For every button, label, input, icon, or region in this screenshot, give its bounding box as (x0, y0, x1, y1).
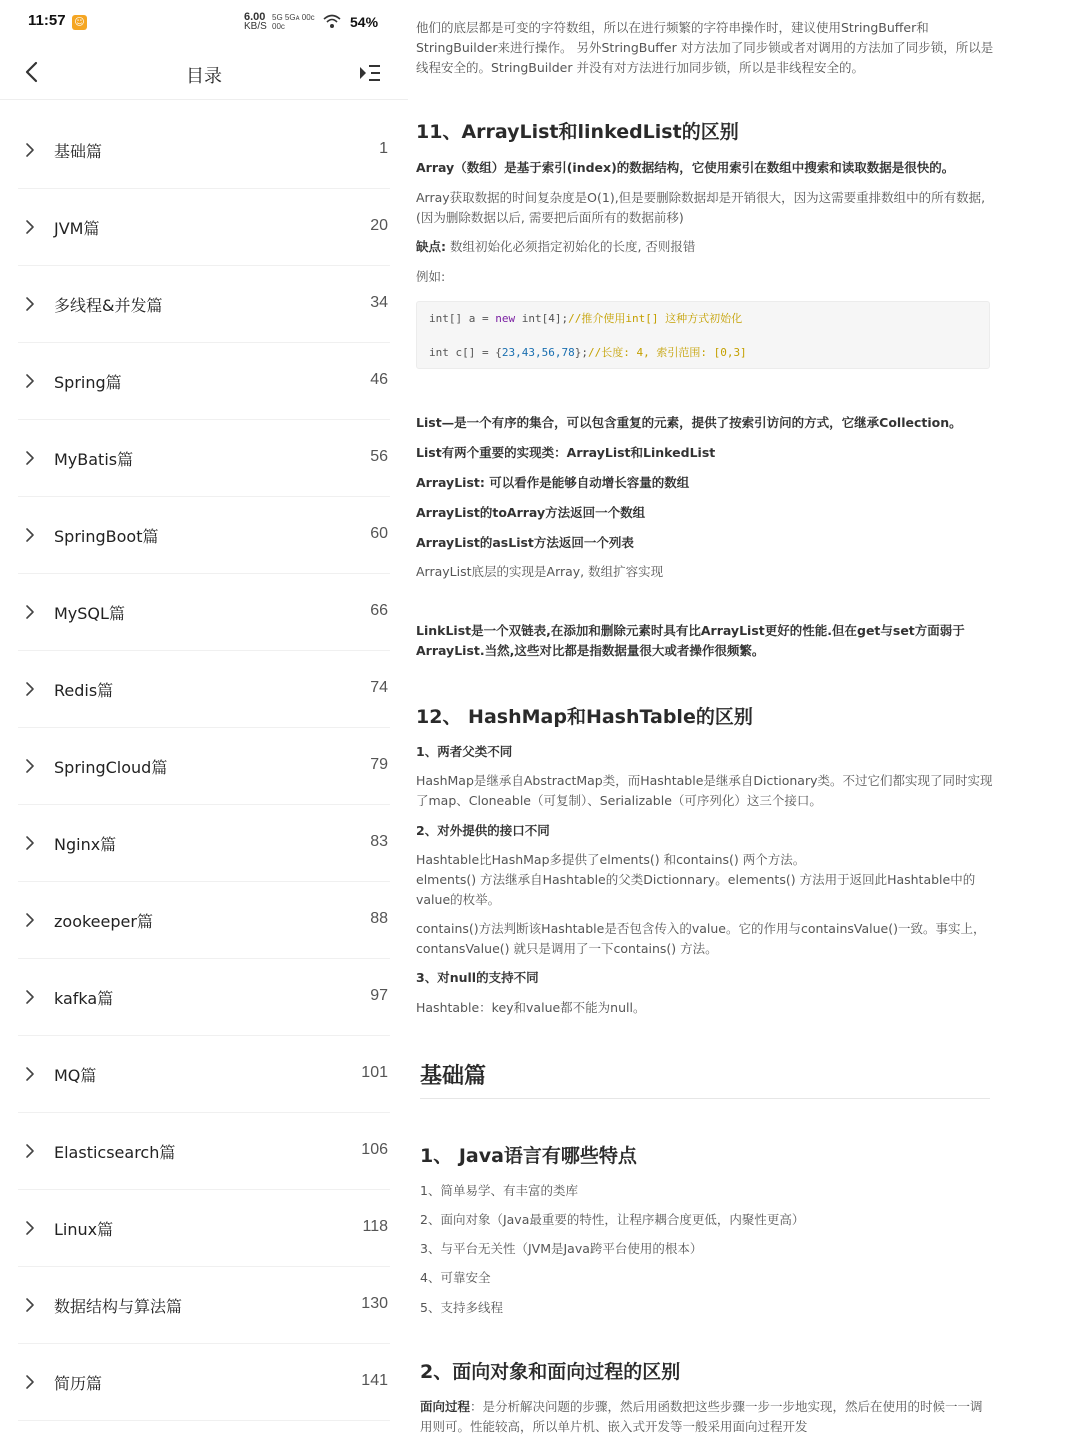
toc-item-label: MySQL篇 (54, 604, 125, 623)
section-2-p5: contansValue() 就只是调用了一下contains() 方法。 (416, 941, 718, 956)
toc-toggle-icon[interactable] (358, 62, 382, 84)
paragraph-linklist-1: LinkList是一个双链表,在添加和删除元素时具有比ArrayList更好的性能.但在get与set方面弱于 (416, 623, 965, 638)
section-2-title: 2、对外提供的接口不同 (416, 823, 550, 838)
code2-numbers: 23,43,56,78 (501, 346, 575, 359)
toc-item-page: 56 (370, 448, 388, 465)
heading-12: 12、 HashMap和HashTable的区别 (416, 706, 753, 728)
paragraph-intro-1: 他们的底层都是可变的字符数组，所以在进行频繁的字符串操作时，建议使用StringBuffer和 (416, 20, 929, 35)
chevron-right-icon (24, 527, 36, 543)
chevron-right-icon (24, 989, 36, 1005)
section-1-p2: 了map、Cloneable（可复制）、Serializable（可序列化）这三个接口。 (416, 793, 822, 808)
chevron-right-icon (24, 219, 36, 235)
toc-item[interactable] (18, 959, 390, 1036)
paragraph-intro-3: 线程安全的。StringBuilder 并没有对方法进行加同步锁，所以是非线程安全的。 (416, 60, 864, 75)
toc-item-label: SpringCloud篇 (54, 758, 168, 777)
toc-item-page: 66 (370, 602, 388, 619)
chevron-right-icon (24, 912, 36, 928)
chevron-right-icon (24, 835, 36, 851)
paragraph-example: 例如: (416, 269, 446, 284)
section-2-p1: Hashtable比HashMap多提供了elments() 和contains() 两个方法。 (416, 852, 806, 867)
toc-list (0, 112, 408, 1421)
section-2-p4: contains()方法判断该Hashtable是否包含传入的value。它的作用与containsValue()一致。事实上， (416, 921, 986, 936)
section-3-p1: Hashtable：key和value都不能为null。 (416, 1000, 646, 1015)
toc-item-page: 118 (362, 1218, 388, 1235)
toc-item[interactable] (18, 343, 390, 420)
toc-panel (0, 0, 408, 1440)
toc-item-label: Nginx篇 (54, 835, 117, 854)
toc-item-page: 97 (370, 987, 388, 1004)
status-bar (0, 0, 408, 46)
paragraph-list-3: ArrayList: 可以看作是能够自动增长容量的数组 (416, 475, 690, 490)
section-2-p3: value的枚举。 (416, 892, 501, 907)
oop-label: 面向过程 (420, 1399, 471, 1414)
toc-item[interactable] (18, 651, 390, 728)
drawback-text: 数组初始化必须指定初始化的长度, 否则报错 (446, 239, 696, 254)
chevron-right-icon (24, 758, 36, 774)
toc-item-page: 101 (361, 1064, 388, 1081)
network-speed-value: 6.00 (244, 11, 266, 23)
chevron-right-icon (24, 1374, 36, 1390)
paragraph-intro-2: StringBuilder来进行操作。 另外StringBuffer 对方法加了同步锁或者对调用的方法加了同步锁，所以是 (416, 40, 994, 55)
chevron-right-icon (24, 604, 36, 620)
chapter-heading: 基础篇 (420, 1064, 487, 1089)
chevron-right-icon (24, 1143, 36, 1159)
toc-item-label: 基础篇 (54, 142, 103, 161)
code2-comment: //长度: 4, 索引范围: [0,3] (587, 346, 747, 359)
chevron-right-icon (24, 1066, 36, 1082)
code-line-2 (429, 344, 977, 362)
network-speed-unit: KB/S (244, 21, 267, 32)
paragraph-list-2: List有两个重要的实现类：ArrayList和LinkedList (416, 445, 716, 460)
toc-item[interactable] (18, 266, 390, 343)
code2-b: }; (574, 346, 588, 359)
wifi-icon (322, 12, 342, 30)
chevron-right-icon (24, 681, 36, 697)
oop-text-1: ：是分析解决问题的步骤，然后用函数把这些步骤一步一步地实现，然后在使用的时候一一调 (470, 1399, 983, 1414)
heading-11: 11、ArrayList和linkedList的区别 (416, 121, 739, 143)
toc-item-label: Elasticsearch篇 (54, 1143, 176, 1162)
toc-item-page: 34 (370, 294, 388, 311)
toc-item[interactable] (18, 189, 390, 266)
toc-item-label: Redis篇 (54, 681, 114, 700)
toc-item-page: 74 (370, 679, 388, 696)
toc-item-page: 141 (361, 1372, 388, 1389)
toc-item-label: zookeeper篇 (54, 912, 153, 931)
toc-item-page: 83 (370, 833, 388, 850)
toc-item-label: SpringBoot篇 (54, 527, 159, 546)
paragraph-list-6: ArrayList底层的实现是Array, 数组扩容实现 (416, 564, 664, 579)
java-feature-1: 1、简单易学、有丰富的类库 (420, 1183, 578, 1198)
section-3-title: 3、对null的支持不同 (416, 970, 539, 985)
toc-item[interactable] (18, 420, 390, 497)
toc-item-label: 简历篇 (54, 1374, 103, 1393)
code-block (416, 301, 990, 369)
toc-item[interactable] (18, 882, 390, 959)
java-feature-2: 2、面向对象（Java最重要的特性，让程序耦合度更低，内聚性更高） (420, 1212, 805, 1227)
toc-item-label: Spring篇 (54, 373, 122, 392)
section-1-p1: HashMap是继承自AbstractMap类，而Hashtable是继承自Dictionary类。不过它们都实现了同时实现 (416, 773, 993, 788)
paragraph-list-1: List—是一个有序的集合，可以包含重复的元素，提供了按索引访问的方式，它继承Collection。 (416, 415, 962, 430)
paragraph-array-1: Array获取数据的时间复杂度是O(1),但是要删除数据却是开销很大，因为这需要重排数组中的所有数据, (416, 190, 986, 205)
chevron-right-icon (24, 1220, 36, 1236)
toc-item[interactable] (18, 112, 390, 189)
toc-item[interactable] (18, 1113, 390, 1190)
chevron-right-icon (24, 142, 36, 158)
battery-level: 54% (350, 14, 379, 30)
paragraph-list-4: ArrayList的toArray方法返回一个数组 (416, 505, 646, 520)
code1-a: int[] a = (429, 312, 496, 325)
java-feature-3: 3、与平台无关性（JVM是Java跨平台使用的根本） (420, 1241, 703, 1256)
code-line-1 (429, 310, 977, 328)
toc-item-label: MQ篇 (54, 1066, 97, 1085)
chevron-right-icon (24, 296, 36, 312)
nav-bar (0, 46, 408, 100)
oop-p2: 用则可。性能较高，所以单片机、嵌入式开发等一般采用面向过程开发 (420, 1419, 808, 1434)
paragraph-drawback (416, 237, 695, 257)
heading-java-features: 1、 Java语言有哪些特点 (420, 1145, 637, 1167)
toc-item[interactable] (18, 497, 390, 574)
toc-item-label: kafka篇 (54, 989, 114, 1008)
toc-item-page: 106 (361, 1141, 388, 1158)
toc-item[interactable] (18, 1036, 390, 1113)
toc-item-page: 60 (370, 525, 388, 542)
toc-item[interactable] (18, 1344, 390, 1421)
toc-item-label: JVM篇 (54, 219, 100, 238)
code2-a: int c[] = { (429, 346, 502, 359)
heading-oop: 2、面向对象和面向过程的区别 (420, 1361, 681, 1383)
toc-item-page: 79 (370, 756, 388, 773)
paragraph-array-bold: Array（数组）是基于索引(index)的数据结构，它使用索引在数组中搜索和读取数据是很快的。 (416, 160, 955, 175)
paragraph-list-5: ArrayList的asList方法返回一个列表 (416, 535, 634, 550)
toc-item-page: 46 (370, 371, 388, 388)
code1-b: int[4]; (515, 312, 569, 325)
toc-item-page: 130 (361, 1295, 388, 1312)
toc-item-label: 数据结构与算法篇 (54, 1297, 183, 1316)
code1-comment: //推介使用int[] 这种方式初始化 (568, 312, 743, 325)
chevron-right-icon (24, 373, 36, 389)
toc-item-page: 1 (379, 140, 388, 157)
document-preview[interactable] (408, 0, 1080, 1440)
section-1-title: 1、两者父类不同 (416, 744, 513, 759)
code1-keyword: new (495, 312, 516, 325)
app-notification-icon: ☺ (72, 15, 87, 30)
section-2-p2: elments() 方法继承自Hashtable的父类Dictionnary。elements() 方法用于返回此Hashtable中的 (416, 872, 976, 887)
toc-item-label: MyBatis篇 (54, 450, 134, 469)
toc-item[interactable] (18, 1190, 390, 1267)
chevron-right-icon (24, 1297, 36, 1313)
java-feature-5: 5、支持多线程 (420, 1300, 503, 1315)
toc-item-page: 88 (370, 910, 388, 927)
page-title: 目录 (186, 66, 222, 87)
toc-item[interactable] (18, 805, 390, 882)
java-feature-4: 4、可靠安全 (420, 1270, 491, 1285)
toc-item-page: 20 (370, 217, 388, 234)
chapter-divider (420, 1098, 990, 1099)
toc-item[interactable] (18, 1267, 390, 1344)
paragraph-array-2: (因为删除数据以后, 需要把后面所有的数据前移) (416, 210, 684, 225)
status-time: 11:57 (28, 12, 66, 29)
toc-item-label: Linux篇 (54, 1220, 114, 1239)
drawback-label: 缺点: (416, 239, 446, 254)
paragraph-linklist-2: ArrayList.当然,这些对比都是指数据量很大或者操作很频繁。 (416, 643, 765, 658)
toc-item[interactable] (18, 728, 390, 805)
oop-p1 (420, 1397, 983, 1417)
toc-item-label: 多线程&并发篇 (54, 296, 163, 315)
chevron-right-icon (24, 450, 36, 466)
toc-item[interactable] (18, 574, 390, 651)
network-speed (244, 13, 267, 31)
signal-indicator: 5G 5Gᴀ 00ᴄ 00ᴄ (272, 13, 315, 31)
